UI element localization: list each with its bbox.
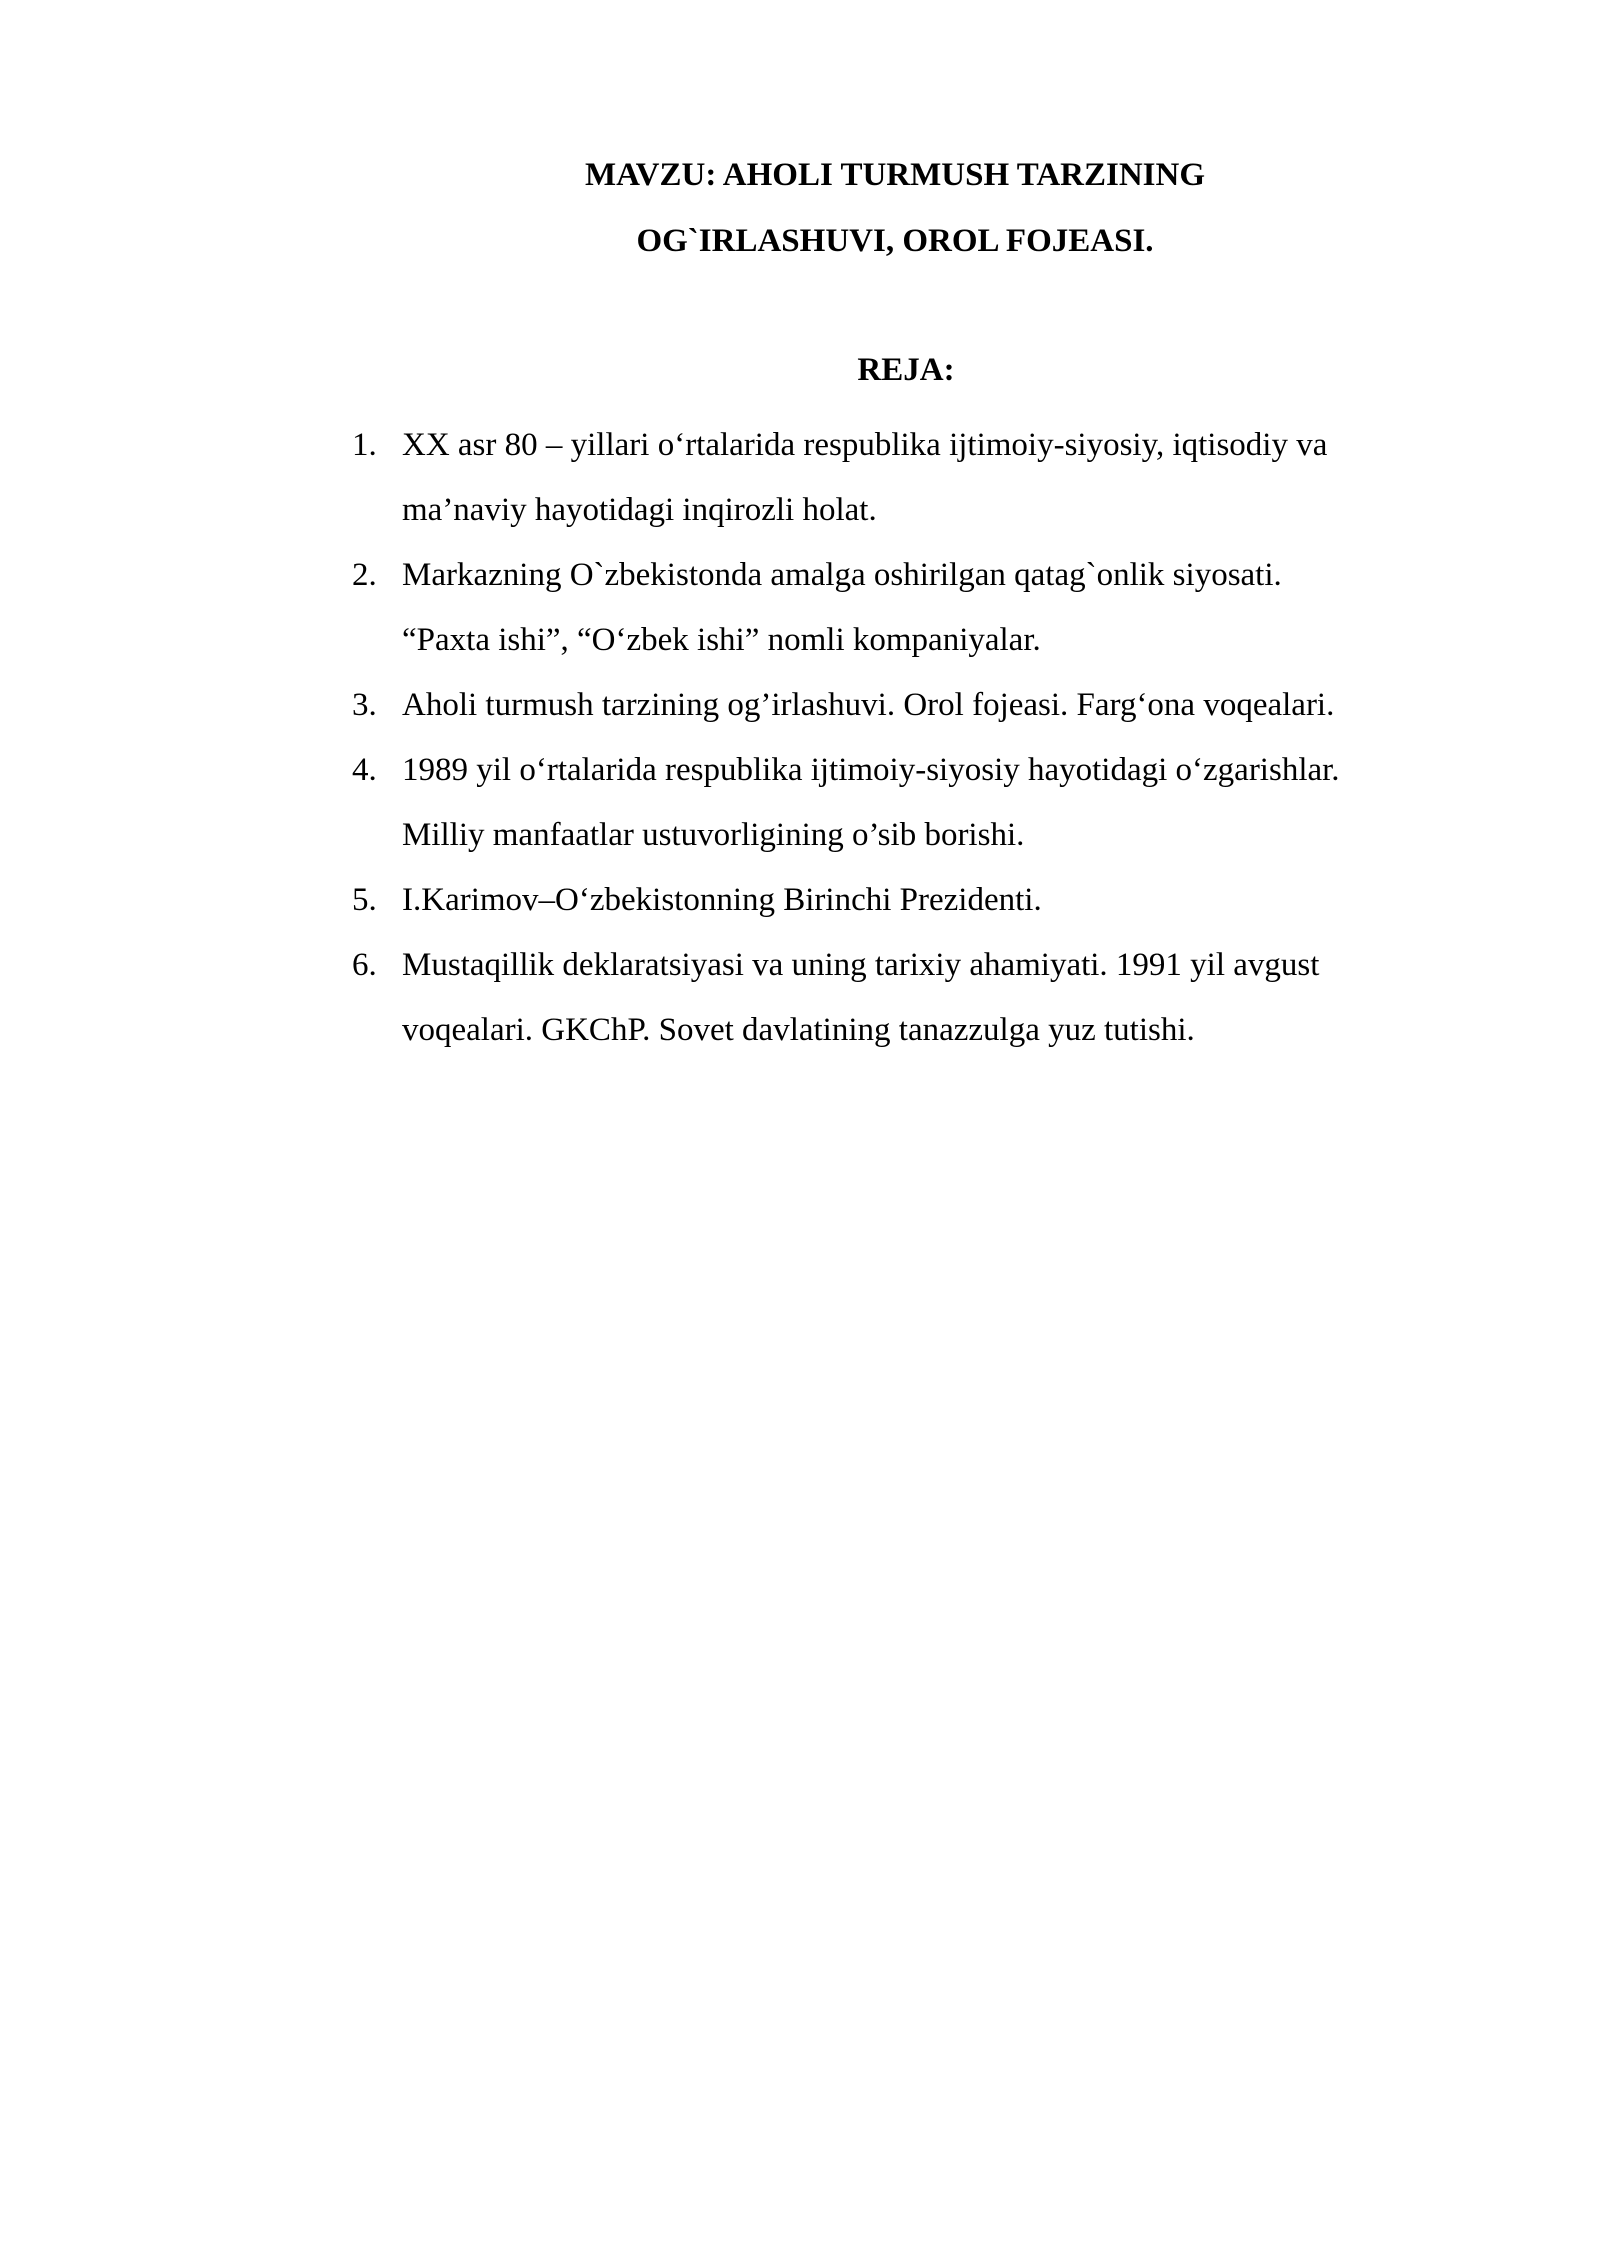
plan-item <box>352 673 1492 738</box>
plan-item-text-line: 1989 yil o‘rtalarida respublika ijtimoiy-siyosiy hayotidagi o‘zgarishlar. <box>402 752 1340 788</box>
plan-item-text-line: I.Karimov–O‘zbekistonning Birinchi Prezidenti. <box>402 882 1042 918</box>
plan-item-number: 5. <box>352 882 377 918</box>
plan-item-text-line: XX asr 80 – yillari o‘rtalarida respublika ijtimoiy-siyosiy, iqtisodiy va <box>402 427 1328 463</box>
plan-item-number: 1. <box>352 427 377 463</box>
plan-item-text-line: Milliy manfaatlar ustuvorligining o’sib borishi. <box>402 817 1025 853</box>
plan-item-number: 6. <box>352 947 377 983</box>
plan-item-text-line: Markazning O`zbekistonda amalga oshirilgan qatag`onlik siyosati. <box>402 557 1282 593</box>
plan-item-text-line: “Paxta ishi”, “O‘zbek ishi” nomli kompaniyalar. <box>402 622 1041 658</box>
document-title-line-2: OG`IRLASHUVI, OROL FOJEASI. <box>636 223 1154 259</box>
plan-item-number: 3. <box>352 687 377 723</box>
plan-item-text-line: voqealari. GKChP. Sovet davlatining tanazzulga yuz tutishi. <box>402 1012 1195 1048</box>
plan-item-number: 2. <box>352 557 377 593</box>
plan-item <box>352 543 1492 673</box>
plan-item <box>352 933 1492 1063</box>
plan-item-text-line: Aholi turmush tarzining og’irlashuvi. Orol fojeasi. Farg‘ona voqealari. <box>402 687 1335 723</box>
plan-heading: REJA: <box>857 352 955 388</box>
plan-item-text-line: ma’naviy hayotidagi inqirozli holat. <box>402 492 877 528</box>
plan-item <box>352 868 1492 933</box>
plan-item <box>352 413 1492 543</box>
plan-item <box>352 738 1492 868</box>
plan-list <box>352 413 1492 1063</box>
document-title-line-1: MAVZU: AHOLI TURMUSH TARZINING <box>584 157 1206 193</box>
plan-item-text-line: Mustaqillik deklaratsiyasi va uning tarixiy ahamiyati. 1991 yil avgust <box>402 947 1320 983</box>
plan-item-number: 4. <box>352 752 377 788</box>
